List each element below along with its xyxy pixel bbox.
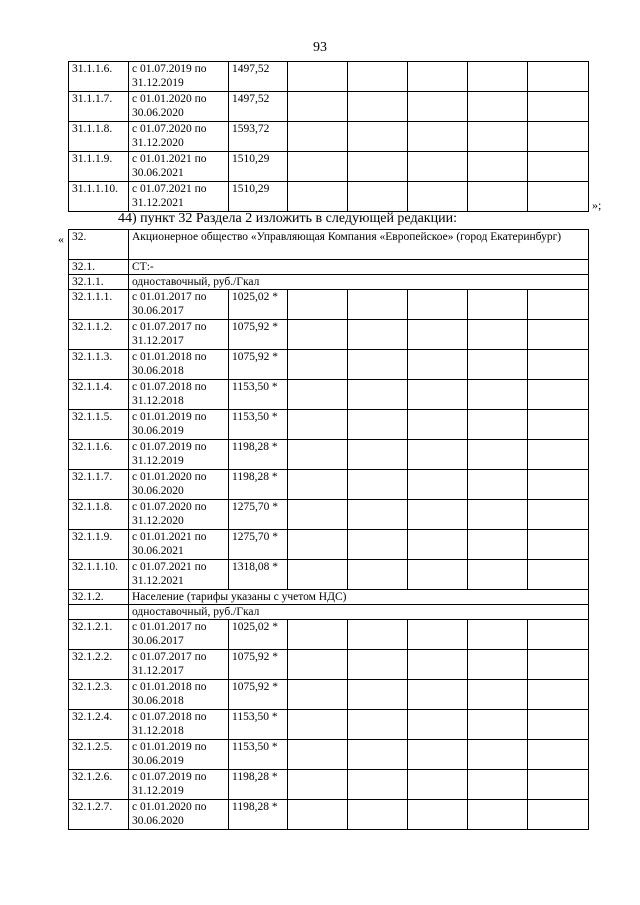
row-value: 1075,92 *: [229, 680, 288, 710]
period-end: 30.06.2019: [132, 755, 184, 767]
rate2-row: [69, 605, 589, 620]
empty-cell: [288, 500, 348, 530]
row-value: 1510,29: [229, 152, 288, 182]
row-period: [129, 440, 229, 470]
period-start: с 01.07.2018 по: [132, 711, 207, 723]
empty-cell: [288, 410, 348, 440]
row-value: 1025,02 *: [229, 620, 288, 650]
empty-cell: [408, 122, 468, 152]
empty-cell: [408, 440, 468, 470]
empty-cell: [408, 410, 468, 440]
empty-cell: [288, 440, 348, 470]
row-code: 32.1.1.4.: [69, 380, 129, 410]
empty-cell: [528, 560, 589, 590]
empty-cell: [288, 92, 348, 122]
tariff-table-31-body: [69, 62, 589, 212]
row-code: 31.1.1.10.: [69, 182, 129, 212]
empty-cell: [468, 440, 528, 470]
row-value: 1198,28 *: [229, 770, 288, 800]
row-code: 31.1.1.8.: [69, 122, 129, 152]
empty-cell: [288, 530, 348, 560]
rate1-rows: [69, 290, 589, 590]
table-row: [69, 500, 589, 530]
period-start: с 01.07.2017 по: [132, 651, 207, 663]
empty-cell: [348, 182, 408, 212]
row-period: [129, 800, 229, 830]
table-row: [69, 710, 589, 740]
empty-cell: [528, 62, 589, 92]
empty-cell: [348, 650, 408, 680]
org-code: 32.: [69, 230, 129, 260]
table-row: [69, 770, 589, 800]
population-group: [69, 590, 589, 620]
period-end: 30.06.2017: [132, 305, 184, 317]
row-value: 1510,29: [229, 182, 288, 212]
period-end: 31.12.2019: [132, 785, 184, 797]
table-row: [69, 740, 589, 770]
empty-cell: [348, 500, 408, 530]
row-period: [129, 410, 229, 440]
table-row: [69, 320, 589, 350]
empty-cell: [408, 320, 468, 350]
empty-cell: [468, 800, 528, 830]
empty-cell: [348, 92, 408, 122]
table-row: [69, 92, 589, 122]
empty-cell: [348, 800, 408, 830]
table-row: [69, 410, 589, 440]
empty-cell: [348, 290, 408, 320]
empty-cell: [348, 320, 408, 350]
period-end: 30.06.2018: [132, 365, 184, 377]
row-value: 1497,52: [229, 92, 288, 122]
empty-cell: [288, 620, 348, 650]
row-value: 1153,50 *: [229, 410, 288, 440]
empty-cell: [408, 680, 468, 710]
row-period: [129, 740, 229, 770]
period-start: с 01.07.2020 по: [132, 123, 207, 135]
empty-cell: [288, 122, 348, 152]
row-period: [129, 320, 229, 350]
empty-cell: [468, 182, 528, 212]
empty-cell: [408, 500, 468, 530]
period-end: 30.06.2020: [132, 485, 184, 497]
empty-cell: [408, 290, 468, 320]
period-start: с 01.07.2020 по: [132, 501, 207, 513]
row-period: [129, 380, 229, 410]
population-row: [69, 590, 589, 605]
row-code: 32.1.1.8.: [69, 500, 129, 530]
row-code: 32.1.1.1.: [69, 290, 129, 320]
row-period: [129, 152, 229, 182]
empty-cell: [408, 350, 468, 380]
empty-cell: [468, 650, 528, 680]
empty-cell: [528, 92, 589, 122]
empty-cell: [528, 410, 589, 440]
empty-cell: [408, 740, 468, 770]
empty-cell: [528, 800, 589, 830]
empty-cell: [288, 680, 348, 710]
period-start: с 01.07.2019 по: [132, 63, 207, 75]
row-value: 1497,52: [229, 62, 288, 92]
population-label: Население (тарифы указаны с учетом НДС): [129, 590, 589, 605]
row-period: [129, 290, 229, 320]
period-start: с 01.07.2021 по: [132, 561, 207, 573]
row-period: [129, 770, 229, 800]
empty-cell: [348, 740, 408, 770]
row-period: [129, 122, 229, 152]
table-row: [69, 470, 589, 500]
row-period: [129, 500, 229, 530]
row-code: 31.1.1.6.: [69, 62, 129, 92]
section-heading: 44) пункт 32 Раздела 2 изложить в следующей редакции:: [118, 211, 457, 226]
period-start: с 01.01.2021 по: [132, 153, 207, 165]
row-code: 31.1.1.9.: [69, 152, 129, 182]
period-start: с 01.01.2019 по: [132, 741, 207, 753]
period-start: с 01.07.2019 по: [132, 441, 207, 453]
empty-cell: [288, 740, 348, 770]
empty-cell: [468, 680, 528, 710]
row-period: [129, 530, 229, 560]
row-value: 1318,08 *: [229, 560, 288, 590]
row-value: 1025,02 *: [229, 290, 288, 320]
row-code: 32.1.2.2.: [69, 650, 129, 680]
row-period: [129, 710, 229, 740]
row-code: 32.1.1.3.: [69, 350, 129, 380]
population-code: 32.1.2.: [69, 590, 129, 605]
table-row: [69, 122, 589, 152]
table-row: [69, 290, 589, 320]
empty-cell: [408, 560, 468, 590]
empty-cell: [288, 62, 348, 92]
empty-cell: [408, 62, 468, 92]
empty-cell: [528, 530, 589, 560]
empty-cell: [288, 770, 348, 800]
row-value: 1198,28 *: [229, 800, 288, 830]
row-code: 32.1.2.6.: [69, 770, 129, 800]
empty-cell: [288, 710, 348, 740]
period-end: 31.12.2020: [132, 515, 184, 527]
period-end: 30.06.2021: [132, 167, 184, 179]
empty-cell: [348, 680, 408, 710]
row-value: 1275,70 *: [229, 530, 288, 560]
period-start: с 01.01.2021 по: [132, 531, 207, 543]
period-start: с 01.01.2019 по: [132, 411, 207, 423]
org-row: [69, 230, 589, 260]
row-code: 32.1.2.1.: [69, 620, 129, 650]
period-start: с 01.01.2017 по: [132, 621, 207, 633]
row-code: 32.1.2.7.: [69, 800, 129, 830]
row-period: [129, 350, 229, 380]
closing-quote-mark: »;: [592, 198, 602, 212]
period-end: 31.12.2021: [132, 575, 184, 587]
empty-cell: [348, 710, 408, 740]
tariff-table-32-body: [69, 230, 589, 290]
period-end: 30.06.2017: [132, 635, 184, 647]
table-row: [69, 350, 589, 380]
period-end: 31.12.2021: [132, 197, 184, 209]
period-start: с 01.01.2018 по: [132, 681, 207, 693]
empty-cell: [288, 650, 348, 680]
row-code: 32.1.1.6.: [69, 440, 129, 470]
table-row: [69, 620, 589, 650]
empty-cell: [468, 92, 528, 122]
period-end: 31.12.2017: [132, 335, 184, 347]
empty-cell: [348, 62, 408, 92]
empty-cell: [408, 800, 468, 830]
empty-cell: [288, 152, 348, 182]
row-period: [129, 620, 229, 650]
empty-cell: [528, 152, 589, 182]
row-period: [129, 62, 229, 92]
period-end: 30.06.2020: [132, 815, 184, 827]
empty-cell: [408, 530, 468, 560]
rate1-label: одноставочный, руб./Гкал: [129, 275, 589, 290]
period-end: 31.12.2018: [132, 725, 184, 737]
rate2-code: [69, 605, 129, 620]
empty-cell: [468, 380, 528, 410]
empty-cell: [468, 152, 528, 182]
table-row: [69, 182, 589, 212]
row-value: 1075,92 *: [229, 350, 288, 380]
row-value: 1593,72: [229, 122, 288, 152]
empty-cell: [528, 770, 589, 800]
empty-cell: [348, 440, 408, 470]
empty-cell: [408, 380, 468, 410]
period-start: с 01.07.2018 по: [132, 381, 207, 393]
row-value: 1075,92 *: [229, 320, 288, 350]
table-row: [69, 380, 589, 410]
page-number: 93: [313, 40, 327, 55]
row-code: 32.1.1.2.: [69, 320, 129, 350]
period-start: с 01.01.2018 по: [132, 351, 207, 363]
empty-cell: [408, 152, 468, 182]
opening-quote-mark: «: [58, 232, 64, 246]
empty-cell: [528, 182, 589, 212]
period-end: 31.12.2019: [132, 455, 184, 467]
table-row: [69, 680, 589, 710]
row-value: 1198,28 *: [229, 440, 288, 470]
empty-cell: [528, 350, 589, 380]
period-start: с 01.01.2020 по: [132, 801, 207, 813]
empty-cell: [528, 470, 589, 500]
empty-cell: [288, 290, 348, 320]
rate2-label: одноставочный, руб./Гкал: [129, 605, 589, 620]
empty-cell: [468, 500, 528, 530]
period-start: с 01.07.2017 по: [132, 321, 207, 333]
empty-cell: [348, 560, 408, 590]
empty-cell: [468, 122, 528, 152]
table-row: [69, 560, 589, 590]
empty-cell: [528, 710, 589, 740]
rate2-rows: [69, 620, 589, 830]
table-row: [69, 800, 589, 830]
row-code: 31.1.1.7.: [69, 92, 129, 122]
row-period: [129, 680, 229, 710]
empty-cell: [468, 530, 528, 560]
empty-cell: [348, 770, 408, 800]
period-end: 31.12.2017: [132, 665, 184, 677]
empty-cell: [348, 410, 408, 440]
period-end: 30.06.2019: [132, 425, 184, 437]
period-start: с 01.01.2017 по: [132, 291, 207, 303]
row-period: [129, 92, 229, 122]
empty-cell: [348, 530, 408, 560]
empty-cell: [528, 500, 589, 530]
ct-code: 32.1.: [69, 260, 129, 275]
empty-cell: [468, 410, 528, 440]
empty-cell: [348, 122, 408, 152]
empty-cell: [408, 92, 468, 122]
empty-cell: [348, 620, 408, 650]
org-name: Акционерное общество «Управляющая Компания «Европейское» (город Екатеринбург): [129, 230, 589, 260]
ct-row: [69, 260, 589, 275]
empty-cell: [408, 620, 468, 650]
period-start: с 01.07.2021 по: [132, 183, 207, 195]
empty-cell: [288, 320, 348, 350]
empty-cell: [348, 152, 408, 182]
empty-cell: [528, 740, 589, 770]
table-row: [69, 530, 589, 560]
empty-cell: [528, 650, 589, 680]
empty-cell: [528, 320, 589, 350]
empty-cell: [468, 770, 528, 800]
table-row: [69, 650, 589, 680]
table-row: [69, 152, 589, 182]
empty-cell: [468, 740, 528, 770]
row-value: 1153,50 *: [229, 710, 288, 740]
empty-cell: [528, 290, 589, 320]
row-code: 32.1.2.3.: [69, 680, 129, 710]
row-code: 32.1.1.9.: [69, 530, 129, 560]
empty-cell: [528, 620, 589, 650]
empty-cell: [468, 290, 528, 320]
period-end: 31.12.2020: [132, 137, 184, 149]
row-code: 32.1.2.4.: [69, 710, 129, 740]
empty-cell: [468, 560, 528, 590]
empty-cell: [408, 470, 468, 500]
ct-label: СТ:-: [129, 260, 589, 275]
row-period: [129, 470, 229, 500]
row-code: 32.1.1.7.: [69, 470, 129, 500]
empty-cell: [408, 710, 468, 740]
empty-cell: [468, 350, 528, 380]
row-code: 32.1.1.10.: [69, 560, 129, 590]
empty-cell: [348, 350, 408, 380]
row-value: 1075,92 *: [229, 650, 288, 680]
row-value: 1153,50 *: [229, 740, 288, 770]
period-start: с 01.01.2020 по: [132, 93, 207, 105]
empty-cell: [348, 470, 408, 500]
row-code: 32.1.2.5.: [69, 740, 129, 770]
empty-cell: [288, 800, 348, 830]
period-end: 31.12.2019: [132, 77, 184, 89]
empty-cell: [528, 680, 589, 710]
period-end: 30.06.2020: [132, 107, 184, 119]
empty-cell: [288, 380, 348, 410]
row-value: 1198,28 *: [229, 470, 288, 500]
period-end: 31.12.2018: [132, 395, 184, 407]
empty-cell: [528, 122, 589, 152]
tariff-table-31: [68, 61, 589, 212]
empty-cell: [468, 320, 528, 350]
empty-cell: [288, 350, 348, 380]
period-start: с 01.07.2019 по: [132, 771, 207, 783]
empty-cell: [348, 380, 408, 410]
empty-cell: [468, 710, 528, 740]
empty-cell: [408, 650, 468, 680]
empty-cell: [468, 620, 528, 650]
empty-cell: [528, 380, 589, 410]
period-end: 30.06.2018: [132, 695, 184, 707]
row-period: [129, 650, 229, 680]
row-period: [129, 560, 229, 590]
empty-cell: [288, 560, 348, 590]
empty-cell: [468, 470, 528, 500]
empty-cell: [288, 470, 348, 500]
empty-cell: [408, 770, 468, 800]
period-end: 30.06.2021: [132, 545, 184, 557]
row-value: 1153,50 *: [229, 380, 288, 410]
row-period: [129, 182, 229, 212]
empty-cell: [468, 62, 528, 92]
row-code: 32.1.1.5.: [69, 410, 129, 440]
table-row: [69, 62, 589, 92]
tariff-table-32: [68, 229, 589, 830]
rate1-row: [69, 275, 589, 290]
empty-cell: [288, 182, 348, 212]
rate1-code: 32.1.1.: [69, 275, 129, 290]
empty-cell: [528, 440, 589, 470]
period-start: с 01.01.2020 по: [132, 471, 207, 483]
empty-cell: [408, 182, 468, 212]
table-row: [69, 440, 589, 470]
row-value: 1275,70 *: [229, 500, 288, 530]
